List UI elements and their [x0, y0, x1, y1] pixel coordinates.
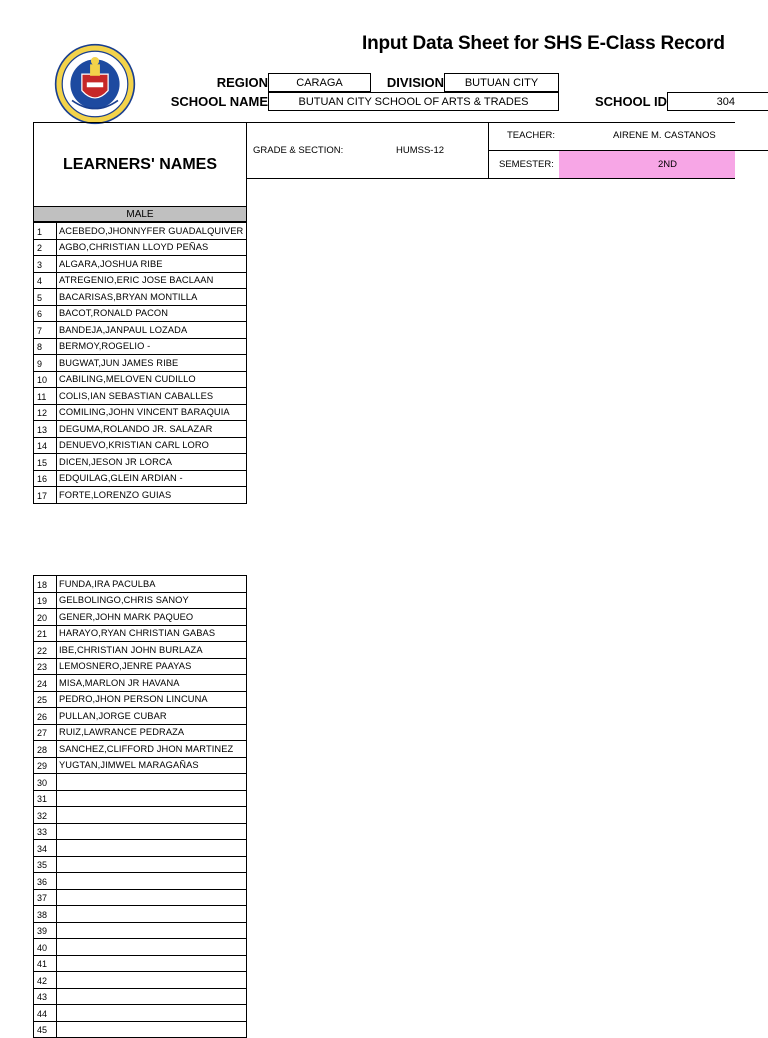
- table-row: [34, 988, 247, 1005]
- table-row: [34, 256, 247, 273]
- row-number: 43: [34, 988, 57, 1005]
- row-number: 12: [34, 404, 57, 421]
- learner-name-cell[interactable]: [57, 840, 247, 857]
- learner-name-cell[interactable]: PEDRO,JHON PERSON LINCUNA: [57, 691, 247, 708]
- male-section-header: MALE: [33, 206, 247, 222]
- table-row: [34, 272, 247, 289]
- learner-name-cell[interactable]: YUGTAN,JIMWEL MARAGAÑAS: [57, 757, 247, 774]
- learner-name-cell[interactable]: ALGARA,JOSHUA RIBE: [57, 256, 247, 273]
- table-row: [34, 576, 247, 593]
- row-number: 34: [34, 840, 57, 857]
- learner-name-cell[interactable]: DENUEVO,KRISTIAN CARL LORO: [57, 437, 247, 454]
- learner-name-cell[interactable]: RUIZ,LAWRANCE PEDRAZA: [57, 724, 247, 741]
- table-row: [34, 1005, 247, 1022]
- row-number: 30: [34, 774, 57, 791]
- table-row: [34, 757, 247, 774]
- row-number: 39: [34, 922, 57, 939]
- learner-name-cell[interactable]: [57, 988, 247, 1005]
- table-row: [34, 741, 247, 758]
- table-row: [34, 454, 247, 471]
- learner-name-cell[interactable]: IBE,CHRISTIAN JOHN BURLAZA: [57, 642, 247, 659]
- row-number: 42: [34, 972, 57, 989]
- table-row: [34, 955, 247, 972]
- learner-name-cell[interactable]: COLIS,IAN SEBASTIAN CABALLES: [57, 388, 247, 405]
- row-number: 3: [34, 256, 57, 273]
- learner-name-cell[interactable]: ATREGENIO,ERIC JOSE BACLAAN: [57, 272, 247, 289]
- learner-name-cell[interactable]: PULLAN,JORGE CUBAR: [57, 708, 247, 725]
- learner-name-cell[interactable]: BANDEJA,JANPAUL LOZADA: [57, 322, 247, 339]
- learner-name-cell[interactable]: BUGWAT,JUN JAMES RIBE: [57, 355, 247, 372]
- learner-name-cell[interactable]: DICEN,JESON JR LORCA: [57, 454, 247, 471]
- row-number: 6: [34, 305, 57, 322]
- row-number: 14: [34, 437, 57, 454]
- row-number: 17: [34, 487, 57, 504]
- division-value[interactable]: BUTUAN CITY: [444, 73, 559, 92]
- table-row: [34, 724, 247, 741]
- row-number: 45: [34, 1021, 57, 1038]
- school-name-label: SCHOOL NAME: [170, 94, 268, 109]
- learner-name-cell[interactable]: [57, 906, 247, 923]
- table-row: [34, 972, 247, 989]
- page-title: Input Data Sheet for SHS E-Class Record: [362, 33, 725, 54]
- learner-name-cell[interactable]: BERMOY,ROGELIO -: [57, 338, 247, 355]
- table-row: [34, 289, 247, 306]
- row-number: 32: [34, 807, 57, 824]
- table-row: [34, 840, 247, 857]
- grade-section-label: GRADE & SECTION:: [253, 145, 344, 156]
- deped-seal-logo: [54, 43, 136, 125]
- school-id-value[interactable]: 304: [667, 92, 768, 111]
- row-number: 26: [34, 708, 57, 725]
- row-number: 5: [34, 289, 57, 306]
- table-row: [34, 889, 247, 906]
- grade-section-value[interactable]: HUMSS-12: [396, 145, 445, 156]
- row-number: 15: [34, 454, 57, 471]
- learner-name-cell[interactable]: [57, 774, 247, 791]
- row-number: 18: [34, 576, 57, 593]
- table-row: [34, 873, 247, 890]
- row-number: 37: [34, 889, 57, 906]
- learner-name-cell[interactable]: [57, 1021, 247, 1038]
- row-number: 33: [34, 823, 57, 840]
- row-number: 31: [34, 790, 57, 807]
- table-row: [34, 922, 247, 939]
- learner-name-cell[interactable]: MISA,MARLON JR HAVANA: [57, 675, 247, 692]
- table-row: [34, 305, 247, 322]
- table-row: [34, 906, 247, 923]
- semester-field[interactable]: [559, 151, 735, 178]
- table-row: [34, 939, 247, 956]
- row-number: 8: [34, 338, 57, 355]
- table-row: [34, 609, 247, 626]
- learner-name-cell[interactable]: [57, 823, 247, 840]
- learner-name-cell[interactable]: AGBO,CHRISTIAN LLOYD PEÑAS: [57, 239, 247, 256]
- row-number: 9: [34, 355, 57, 372]
- learner-name-cell[interactable]: EDQUILAG,GLEIN ARDIAN -: [57, 470, 247, 487]
- table-row: [34, 790, 247, 807]
- learner-name-cell[interactable]: [57, 856, 247, 873]
- table-row: [34, 823, 247, 840]
- row-number: 22: [34, 642, 57, 659]
- table-row: [34, 658, 247, 675]
- table-row: [34, 642, 247, 659]
- table-row: [34, 421, 247, 438]
- male-learners-table-1: [33, 222, 247, 504]
- table-row: [34, 856, 247, 873]
- teacher-value[interactable]: AIRENE M. CASTANOS: [613, 130, 716, 141]
- row-number: 35: [34, 856, 57, 873]
- learner-name-cell[interactable]: BACARISAS,BRYAN MONTILLA: [57, 289, 247, 306]
- learner-name-cell[interactable]: FORTE,LORENZO GUIAS: [57, 487, 247, 504]
- table-row: [34, 487, 247, 504]
- table-row: [34, 338, 247, 355]
- table-row: [34, 371, 247, 388]
- table-row: [34, 239, 247, 256]
- learner-name-cell[interactable]: HARAYO,RYAN CHRISTIAN GABAS: [57, 625, 247, 642]
- row-number: 1: [34, 223, 57, 240]
- learner-name-cell[interactable]: [57, 955, 247, 972]
- semester-label: SEMESTER:: [499, 159, 554, 170]
- learner-name-cell[interactable]: [57, 1005, 247, 1022]
- table-row: [34, 675, 247, 692]
- row-number: 25: [34, 691, 57, 708]
- row-number: 24: [34, 675, 57, 692]
- region-value[interactable]: CARAGA: [268, 73, 371, 92]
- row-number: 29: [34, 757, 57, 774]
- learner-name-cell[interactable]: [57, 873, 247, 890]
- learner-name-cell[interactable]: GELBOLINGO,CHRIS SANOY: [57, 592, 247, 609]
- row-number: 28: [34, 741, 57, 758]
- row-number: 7: [34, 322, 57, 339]
- table-row: [34, 355, 247, 372]
- table-row: [34, 1021, 247, 1038]
- table-row: [34, 592, 247, 609]
- learner-name-cell[interactable]: GENER,JOHN MARK PAQUEO: [57, 609, 247, 626]
- learner-name-cell[interactable]: CABILING,MELOVEN CUDILLO: [57, 371, 247, 388]
- row-number: 27: [34, 724, 57, 741]
- semester-value[interactable]: 2ND: [658, 159, 678, 170]
- table-row: [34, 807, 247, 824]
- row-number: 36: [34, 873, 57, 890]
- learner-name-cell[interactable]: DEGUMA,ROLANDO JR. SALAZAR: [57, 421, 247, 438]
- row-number: 13: [34, 421, 57, 438]
- row-number: 11: [34, 388, 57, 405]
- learner-name-cell[interactable]: [57, 922, 247, 939]
- table-row: [34, 437, 247, 454]
- row-number: 2: [34, 239, 57, 256]
- teacher-label: TEACHER:: [507, 130, 556, 141]
- region-label: REGION: [216, 75, 268, 90]
- male-learners-table-2: [33, 575, 247, 1038]
- row-number: 16: [34, 470, 57, 487]
- learner-name-cell[interactable]: FUNDA,IRA PACULBA: [57, 576, 247, 593]
- school-name-value[interactable]: BUTUAN CITY SCHOOL OF ARTS & TRADES: [268, 92, 559, 111]
- row-number: 10: [34, 371, 57, 388]
- row-number: 44: [34, 1005, 57, 1022]
- learner-name-cell[interactable]: [57, 790, 247, 807]
- learner-name-cell[interactable]: LEMOSNERO,JENRE PAAYAS: [57, 658, 247, 675]
- division-label: DIVISION: [386, 75, 444, 90]
- learners-names-header: LEARNERS' NAMES: [33, 122, 247, 208]
- row-number: 41: [34, 955, 57, 972]
- school-id-label: SCHOOL ID: [595, 94, 667, 109]
- learner-name-cell[interactable]: ACEBEDO,JHONNYFER GUADALQUIVER: [57, 223, 247, 240]
- table-row: [34, 774, 247, 791]
- row-number: 23: [34, 658, 57, 675]
- learner-name-cell[interactable]: BACOT,RONALD PACON: [57, 305, 247, 322]
- table-row: [34, 404, 247, 421]
- learner-name-cell[interactable]: [57, 939, 247, 956]
- table-row: [34, 322, 247, 339]
- table-row: [34, 388, 247, 405]
- row-number: 40: [34, 939, 57, 956]
- table-row: [34, 691, 247, 708]
- learner-name-cell[interactable]: [57, 807, 247, 824]
- table-row: [34, 223, 247, 240]
- row-number: 21: [34, 625, 57, 642]
- row-number: 20: [34, 609, 57, 626]
- table-row: [34, 470, 247, 487]
- table-row: [34, 708, 247, 725]
- row-number: 4: [34, 272, 57, 289]
- table-row: [34, 625, 247, 642]
- learner-name-cell[interactable]: COMILING,JOHN VINCENT BARAQUIA: [57, 404, 247, 421]
- learner-name-cell[interactable]: [57, 889, 247, 906]
- row-number: 19: [34, 592, 57, 609]
- learner-name-cell[interactable]: [57, 972, 247, 989]
- row-number: 38: [34, 906, 57, 923]
- learner-name-cell[interactable]: SANCHEZ,CLIFFORD JHON MARTINEZ: [57, 741, 247, 758]
